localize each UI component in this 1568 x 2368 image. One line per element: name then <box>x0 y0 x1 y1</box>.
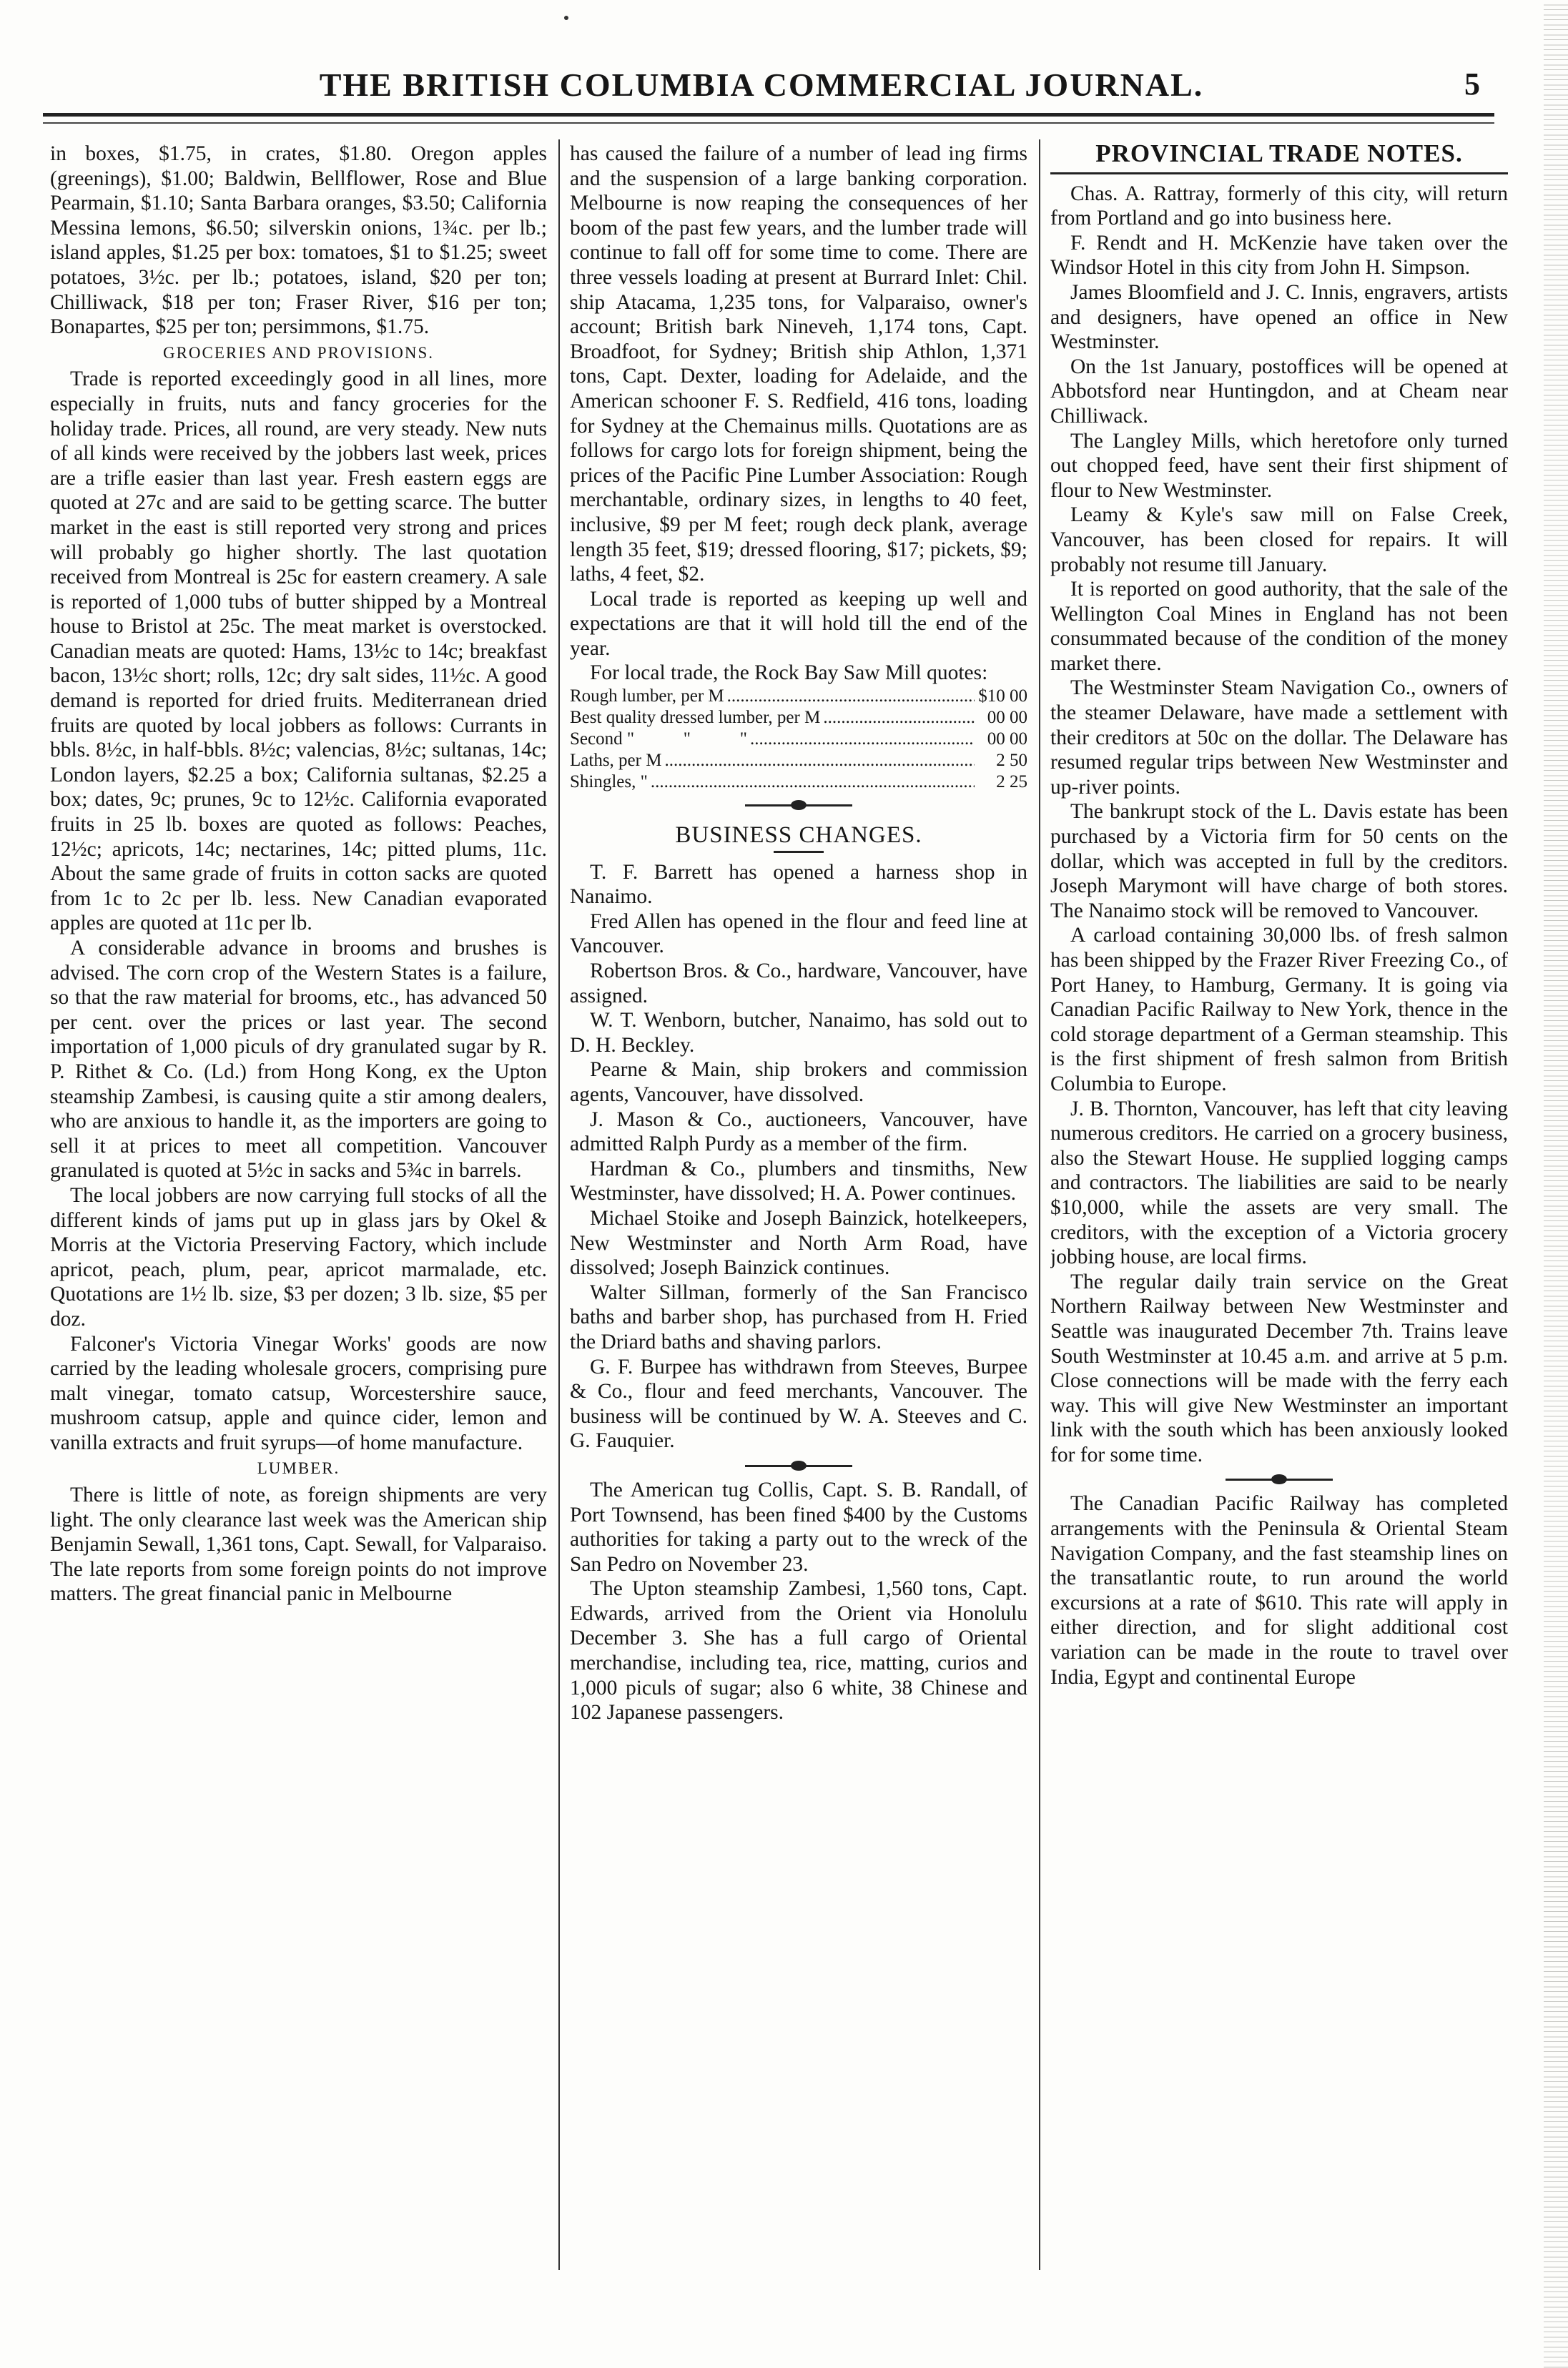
masthead-rule <box>43 113 1494 117</box>
price-row: Shingles, " ..... 2 25 <box>570 771 1027 793</box>
lumber-paragraph: There is little of note, as foreign shipments are very light. The only clearance last week was the American ship Benjamin Sewall, 1,361 tons, Capt. Sewall, for Valparaiso. The late reports from some foreign points do not improve matters. The great financial panic in Melbourne <box>50 1484 547 1606</box>
business-item: Robertson Bros. & Co., hardware, Vancouver, have assigned. <box>570 959 1027 1007</box>
business-item: W. T. Wenborn, butcher, Nanaimo, has sold out to D. H. Beckley. <box>570 1009 1027 1057</box>
trade-note: On the 1st January, postoffices will be opened at Abbotsford near Huntingdon, and at Cheam near Chilliwack. <box>1050 355 1508 428</box>
column-divider-2 <box>1039 139 1040 2270</box>
journal-title: THE BRITISH COLUMBIA COMMERCIAL JOURNAL. <box>319 66 1204 103</box>
business-item: Michael Stoike and Joseph Bainzick, hotelkeepers, New Westminster and North Arm Road, have dissolved; Joseph Bainzick continues. <box>570 1206 1027 1280</box>
business-item: Fred Allen has opened in the flour and feed line at Vancouver. <box>570 909 1027 958</box>
business-item: G. F. Burpee has withdrawn from Steeves, Burpee & Co., flour and feed merchants, Vancouver. The business will be continued by W. A. Steeves and C. G. Fauquier. <box>570 1355 1027 1453</box>
price-row: Best quality dressed lumber, per M ..... 00 00 <box>570 707 1027 729</box>
scan-edge-noise <box>1544 0 1568 2368</box>
ornamental-separator <box>745 1458 852 1474</box>
business-item: Pearne & Main, ship brokers and commission agents, Vancouver, have dissolved. <box>570 1058 1027 1106</box>
brooms-sugar-paragraph: A considerable advance in brooms and brushes is advised. The corn crop of the Western States is a failure, so that the raw material for brooms, etc., has advanced 50 per cent. over the prices or last year. The second importation of 1,000 piculs of dry granulated sugar by R. P. Rithet & Co. (Ld.) from Hong Kong, ex the Upton steamship Zambesi, is causing quite a stir among dealers, who are anxious to handle it, as the importers are going to sell it at prices to meet all competition. Vancouver granulated is quoted at 5½c in sacks and 5¾c in barrels. <box>50 937 547 1183</box>
vinegar-paragraph: Falconer's Victoria Vinegar Works' goods are now carried by the leading wholesale grocers, comprising pure malt vinegar, tomato catsup, Worcestershire sauce, mushroom catsup, apple and quince cider, lemon and vanilla extracts and fruit syrups—of home manufacture. <box>50 1332 547 1454</box>
price-row: Laths, per M ..... 2 50 <box>570 750 1027 771</box>
scan-speck <box>564 16 568 20</box>
section-heading-business-changes: BUSINESS CHANGES. <box>675 822 922 849</box>
ornamental-separator <box>745 797 852 813</box>
trade-note: F. Rendt and H. McKenzie have taken over the Windsor Hotel in this city from John H. Simpson. <box>1050 231 1508 280</box>
news-item: The Upton steamship Zambesi, 1,560 tons, Capt. Edwards, arrived from the Orient via Honolulu December 3. She has a full cargo of Oriental merchandise, including tea, rice, matting, curios and 1,000 piculs of sugar; also 6 white, 38 Chinese and 102 Japanese passengers. <box>570 1577 1027 1725</box>
column-3 <box>1050 142 1508 2279</box>
groceries-paragraph: Trade is reported exceedingly good in all lines, more especially in fruits, nuts and fancy groceries for the holiday trade. Prices, all round, are very steady. New nuts of all kinds were received by the jobbers last week, prices are a trifle easier than last year. Fresh eastern eggs are quoted at 27c and are said to be getting scarce. The butter market in the east is still reported very strong and prices will probably go higher shortly. The last quotation received from Montreal is 25c for eastern creamery. A sale is reported of 1,000 tubs of butter shipped by a Montreal house to Bristol at 25c. The meat market is overstocked. Canadian meats are quoted: Hams, 13½c to 14c; breakfast bacon, 13½c short; rolls, 12c; dry salt sides, 11½c. A good demand is reported for dried fruits. Mediterranean dried fruits are quoted by local jobbers as follows: Currants in bbls. 8½c, in half-bbls. 8½c; valencias, 8½c; sultanas, 14c; London layers, $2.25 a box; California sultanas, $2.25 a box; dates, 9c; prunes, 9c to 12½c. California evaporated fruits in 25 lb. boxes are quoted as follows: Peaches, 12½c; apricots, 14c; nectarines, 14c; pitted plums, 11c. About the same grade of fruits in cotton sacks are quoted from 1c to 2c per lb. less. New Canadian evaporated apples are quoted at 11c per lb. <box>50 367 547 935</box>
lumber-continued-paragraph: has caused the failure of a number of lead ing firms and the suspension of a large banking corporation. Melbourne is now reaping the consequences of her boom of the past few years, and the lumber trade will continue to fall off for some time to come. There are three vessels loading at present at Burrard Inlet: Chil. ship Atacama, 1,235 tons, for Valparaiso, owner's account; British bark Nineveh, 1,174 tons, Capt. Broadfoot, for Sydney; British ship Athlon, 1,371 tons, Capt. Dexter, loading for Adelaide, and the American schooner F. S. Redfield, 416 tons, loading for Sydney at the Chemainus mills. Quotations are as follows for cargo lots for foreign shipment, being the prices of the Pacific Pine Lumber Association: Rough merchantable, ordinary sizes, in lengths to 40 feet, inclusive, $9 per M feet; rough deck plank, average length 35 feet, $19; dressed flooring, $17; pickets, $9; laths, 4 feet, $2. <box>570 142 1027 586</box>
masthead <box>43 66 1480 109</box>
section-heading-groceries: GROCERIES AND PROVISIONS. <box>162 343 435 362</box>
trade-note: The regular daily train service on the Great Northern Railway between New Westminster and Seattle was inaugurated December 7th. Trains leave South Westminster at 10.45 a.m. and arrive at 5 p.m. Close connections will be made with the ferry each way. This will give New Westminster an important link with the south which has been anxiously looked for for some time. <box>1050 1270 1508 1466</box>
trade-note: A carload containing 30,000 lbs. of fresh salmon has been shipped by the Frazer River Freezing Co., of Port Haney, to Hamburg, Germany. It is going via Canadian Pacific Railway to New York, thence in the cold storage department of a German steamship. This is the first shipment of fresh salmon from British Columbia to Europe. <box>1050 924 1508 1095</box>
price-row: Second " " " ..... 00 00 <box>570 729 1027 750</box>
section-heading-lumber: LUMBER. <box>257 1459 340 1478</box>
section-heading-provincial: PROVINCIAL TRADE NOTES. <box>1050 142 1508 174</box>
trade-note: It is reported on good authority, that the sale of the Wellington Coal Mines in England has not been consummated because of the condition of the money market there. <box>1050 578 1508 675</box>
trade-note: The bankrupt stock of the L. Davis estate has been purchased by a Victoria firm for 50 cents on the dollar, which was accepted in full by the creditors. Joseph Marymont will have charge of both stores. The Nanaimo stock will be removed to Vancouver. <box>1050 800 1508 922</box>
heading-rule <box>774 851 824 853</box>
produce-prices-paragraph: in boxes, $1.75, in crates, $1.80. Oregon apples (greenings), $1.00; Baldwin, Bellflower, Rose and Blue Pearmain, $1.10; Santa Barbara oranges, $3.50; California Messina lemons, $6.50; silverskin onions, 1¾c. per lb.; island apples, $1.25 per box: tomatoes, $1 to $1.25; sweet potatoes, 3½c. per lb.; potatoes, island, $20 per ton; Chilliwack, $18 per ton; Fraser River, $16 per ton; Bonapartes, $25 per ton; persimmons, $1.75. <box>50 142 547 339</box>
masthead-rule-thin <box>43 122 1494 124</box>
trade-note: The Westminster Steam Navigation Co., owners of the steamer Delaware, have made a settlement with their creditors at 50c on the dollar. The Delaware has resumed regular trips between New Westminster and up-river points. <box>1050 676 1508 799</box>
business-item: Walter Sillman, formerly of the San Francisco baths and barber shop, has purchased from H. Fried the Driard baths and shaving parlors. <box>570 1281 1027 1353</box>
jams-paragraph: The local jobbers are now carrying full stocks of all the different kinds of jams put up in glass jars by Okel & Morris at the Victoria Preserving Factory, which include apricot, peach, plum, pear, apricot marmalade, etc. Quotations are 1½ lb. size, $3 per dozen; 3 lb. size, $5 per doz. <box>50 1183 547 1331</box>
price-row: Rough lumber, per M ..... $10 00 <box>570 686 1027 707</box>
local-trade-paragraph: Local trade is reported as keeping up well and expectations are that it will hold till the end of the year. <box>570 587 1027 660</box>
page-number: 5 <box>1464 66 1480 102</box>
business-item: Hardman & Co., plumbers and tinsmiths, New Westminster, have dissolved; H. A. Power continues. <box>570 1157 1027 1205</box>
lumber-price-list <box>570 686 1027 793</box>
ornamental-separator <box>1226 1471 1333 1487</box>
column-2 <box>570 142 1027 2279</box>
trade-note: Chas. A. Rattray, formerly of this city, will return from Portland and go into business here. <box>1050 182 1508 230</box>
rock-bay-paragraph: For local trade, the Rock Bay Saw Mill quotes: <box>590 661 988 685</box>
trade-note: The Langley Mills, which heretofore only turned out chopped feed, have sent their first shipment of flour to New Westminster. <box>1050 429 1508 502</box>
business-item: J. Mason & Co., auctioneers, Vancouver, have admitted Ralph Purdy as a member of the firm. <box>570 1107 1027 1156</box>
column-divider-1 <box>558 139 560 2270</box>
trade-note: Leamy & Kyle's saw mill on False Creek, Vancouver, has been closed for repairs. It will probably not resume till January. <box>1050 503 1508 576</box>
news-item: The American tug Collis, Capt. S. B. Randall, of Port Townsend, has been fined $400 by the Customs authorities for taking a party out to the wreck of the San Pedro on November 23. <box>570 1478 1027 1576</box>
business-item: T. F. Barrett has opened a harness shop in Nanaimo. <box>570 860 1027 909</box>
trade-note: J. B. Thornton, Vancouver, has left that city leaving numerous creditors. He carried on a grocery business, also the Stewart House. He supplied logging camps and contractors. The liabilities are said to be nearly $10,000, while the assets are very small. The creditors, with the exception of a Victoria grocery jobbing house, are local firms. <box>1050 1097 1508 1269</box>
trade-note: The Canadian Pacific Railway has completed arrangements with the Peninsula & Oriental Steam Navigation Company, and the fast steamship lines on the transatlantic route, to run around the world excursions at a rate of $610. This rate will apply in either direction, and for slight additional cost variation can be made in the route to travel over India, Egypt and continental Europe <box>1050 1492 1508 1689</box>
column-1 <box>50 142 547 2279</box>
trade-note: James Bloomfield and J. C. Innis, engravers, artists and designers, have opened an office in New Westminster. <box>1050 280 1508 354</box>
